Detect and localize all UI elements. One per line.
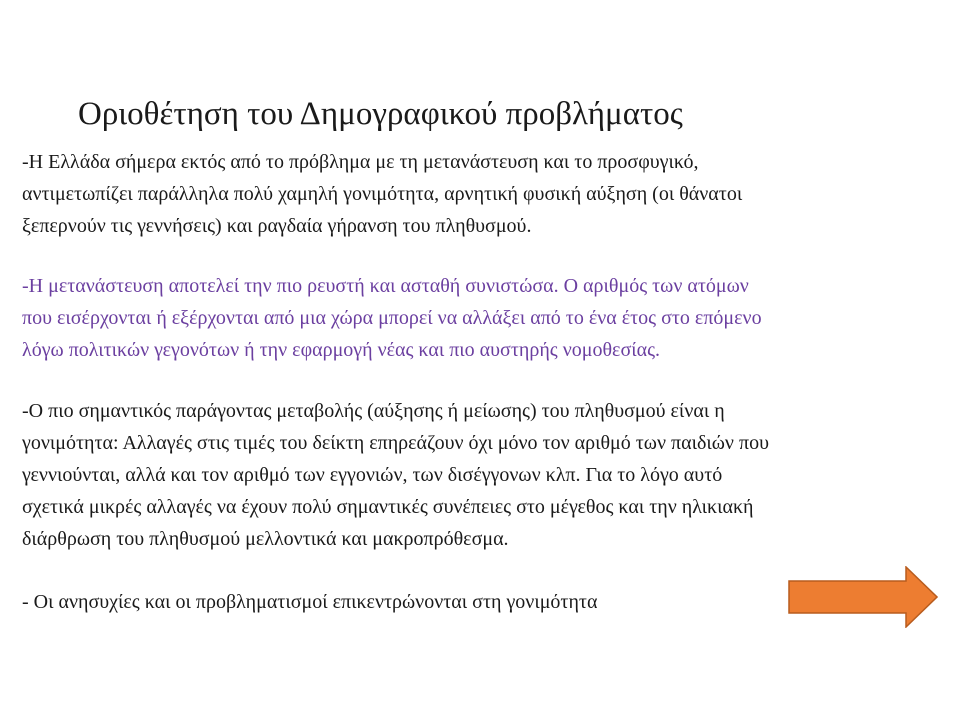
next-slide-button[interactable] — [788, 566, 938, 628]
paragraph-line: -Η Ελλάδα σήμερα εκτός από το πρόβλημα με τη μετανάστευση και το προσφυγικό, — [22, 151, 699, 173]
paragraph-line: αντιμετωπίζει παράλληλα πολύ χαμηλή γονιμότητα, αρνητική φυσική αύξηση (οι θάνατοι — [22, 183, 743, 205]
paragraph-line: ξεπερνούν τις γεννήσεις) και ραγδαία γήρανση του πληθυσμού. — [22, 215, 532, 237]
paragraph-fertility — [22, 395, 942, 555]
paragraph-line: γονιμότητα: Αλλαγές στις τιμές του δείκτη επηρεάζουν όχι μόνο τον αριθμό των παιδιών που — [22, 432, 769, 454]
paragraph-line: -Η μετανάστευση αποτελεί την πιο ρευστή και ασταθή συνιστώσα. Ο αριθμός των ατόμων — [22, 275, 749, 297]
paragraph-line: γεννιούνται, αλλά και τον αριθμό των εγγονιών, των δισέγγονων κλπ. Για το λόγο αυτό — [22, 464, 723, 486]
paragraph-line: λόγω πολιτικών γεγονότων ή την εφαρμογή νέας και πιο αυστηρής νομοθεσίας. — [22, 339, 660, 361]
right-arrow-icon — [788, 566, 938, 628]
paragraph-line: που εισέρχονται ή εξέρχονται από μια χώρα μπορεί να αλλάξει από το ένα έτος στο επόμενο — [22, 307, 762, 329]
paragraph-line: -Ο πιο σημαντικός παράγοντας μεταβολής (αύξησης ή μείωσης) του πληθυσμού είναι η — [22, 400, 725, 422]
paragraph-line: - Οι ανησυχίες και οι προβληματισμοί επικεντρώνονται στη γονιμότητα — [22, 591, 598, 613]
slide-title: Οριοθέτηση του Δημογραφικού προβλήματος — [78, 96, 683, 132]
paragraph-line: σχετικά μικρές αλλαγές να έχουν πολύ σημαντικές συνέπειες στο μέγεθος και την ηλικιακή — [22, 496, 754, 518]
paragraph-line: διάρθρωση του πληθυσμού μελλοντικά και μακροπρόθεσμα. — [22, 528, 509, 550]
paragraph-migration — [22, 270, 942, 366]
paragraph-population-problems — [22, 146, 942, 242]
